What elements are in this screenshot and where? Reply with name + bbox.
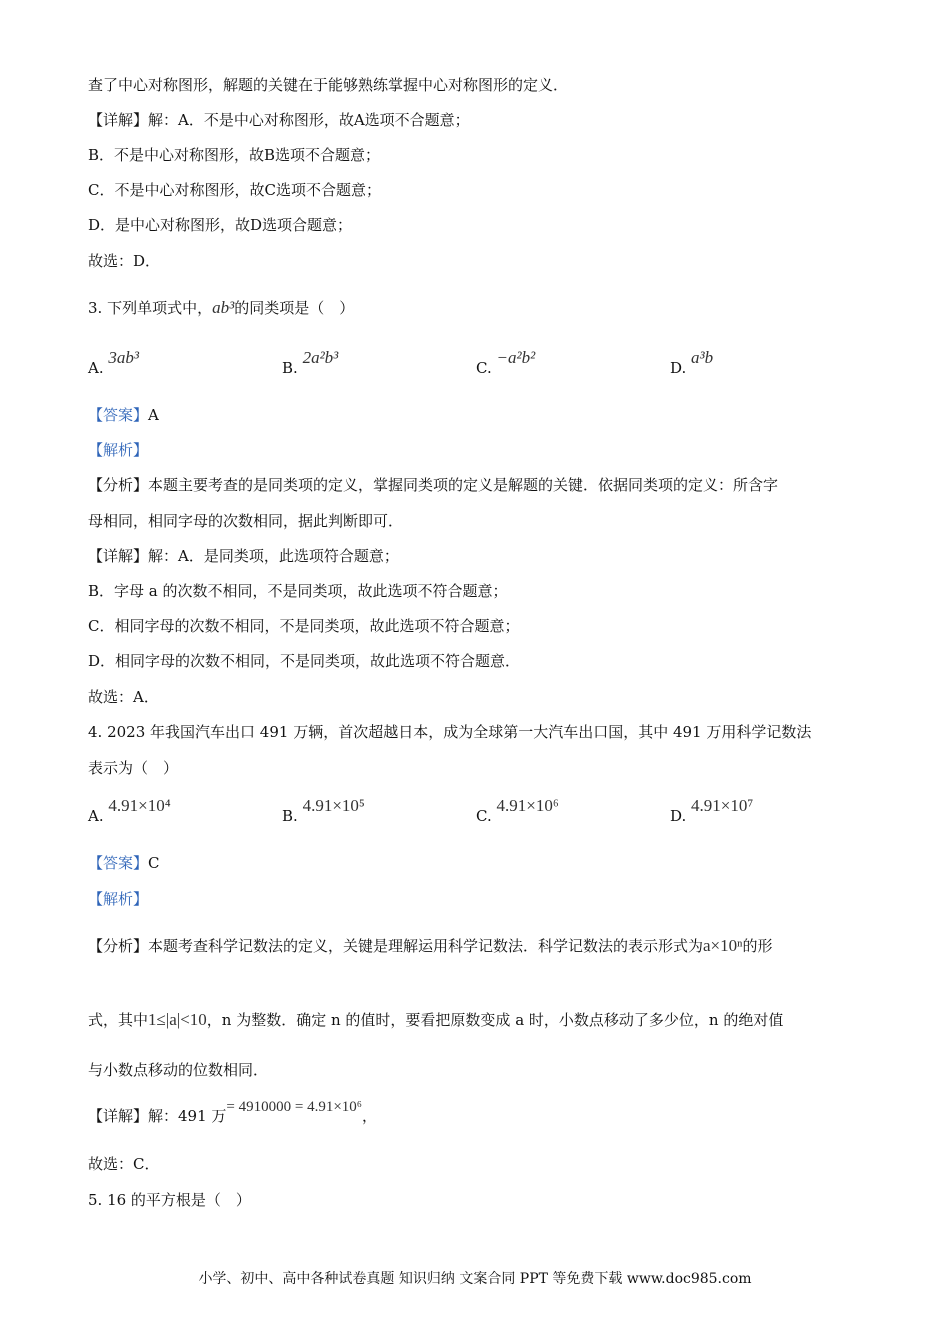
- question-4-stem: 表示为（ ）: [88, 759, 179, 777]
- text-line: D．是中心对称图形，故D选项合题意；: [88, 216, 353, 234]
- text-line: 式，其中1≤|a|<10，n 为整数．确定 n 的值时，要看把原数变成 a 时，小数点移动了多少位，n 的绝对值: [88, 1010, 784, 1029]
- footer: 小学、初中、高中各种试卷真题 知识归纳 文案合同 PPT 等免费下载 www.doc985.com: [198, 1271, 752, 1287]
- text-line: 故选：A．: [88, 688, 159, 706]
- answer-line: 【答案】A: [88, 406, 159, 424]
- option-a: A. 4.91×10⁴: [88, 796, 171, 825]
- question-5-stem: 5. 16 的平方根是（ ）: [88, 1191, 251, 1209]
- option-c: C. 4.91×10⁶: [476, 796, 559, 825]
- option-d: D. a³b: [670, 348, 714, 377]
- question-3-stem: [88, 298, 354, 318]
- text-line: 故选：D．: [88, 252, 161, 270]
- text-line: B．字母 a 的次数不相同，不是同类项，故此选项不符合题意；: [88, 582, 508, 600]
- text-line: 【详解】解：A．不是中心对称图形，故A选项不合题意；: [88, 111, 470, 129]
- option-b: B. 2a²b³: [282, 348, 339, 377]
- text-line: 【分析】本题主要考查的是同类项的定义，掌握同类项的定义是解题的关键．依据同类项的定义：所含字: [88, 476, 779, 494]
- analysis-tag: 【解析】: [88, 441, 149, 459]
- question-4-stem: 4. 2023 年我国汽车出口 491 万辆，首次超越日本，成为全球第一大汽车出口国，其中 491 万用科学记数法: [88, 723, 812, 741]
- stem-text: 的同类项是（ ）: [234, 299, 355, 317]
- text-line: 【详解】解：A．是同类项，此选项符合题意；: [88, 547, 399, 565]
- text-line: D．相同字母的次数不相同，不是同类项，故此选项不符合题意．: [88, 652, 521, 670]
- text-line: C．不是中心对称图形，故C选项不合题意；: [88, 181, 381, 199]
- text-line: 故选：C．: [88, 1155, 160, 1173]
- analysis-tag: 【解析】: [88, 890, 149, 908]
- text-line: 与小数点移动的位数相同．: [88, 1061, 269, 1079]
- option-d: D. 4.91×10⁷: [670, 796, 754, 825]
- text-line: 查了中心对称图形，解题的关键在于能够熟练掌握中心对称图形的定义．: [88, 76, 569, 94]
- text-line: B．不是中心对称图形，故B选项不合题意；: [88, 146, 381, 164]
- option-b: B. 4.91×10⁵: [282, 796, 365, 825]
- option-c: C. −a²b²: [476, 348, 536, 377]
- stem-text: 3. 下列单项式中，: [88, 299, 213, 317]
- text-line: 【分析】本题考查科学记数法的定义，关键是理解运用科学记数法．科学记数法的表示形式为a×10ⁿ的形: [88, 936, 773, 955]
- math: ab³: [212, 298, 235, 317]
- option-a: A. 3ab³: [88, 348, 139, 377]
- text-line: 【详解】解：491 万= 4910000 = 4.91×10⁶，: [88, 1099, 378, 1125]
- text-line: 母相同，相同字母的次数相同，据此判断即可．: [88, 512, 404, 530]
- answer-line: 【答案】C: [88, 854, 160, 872]
- text-line: C．相同字母的次数不相同，不是同类项，故此选项不符合题意；: [88, 617, 520, 635]
